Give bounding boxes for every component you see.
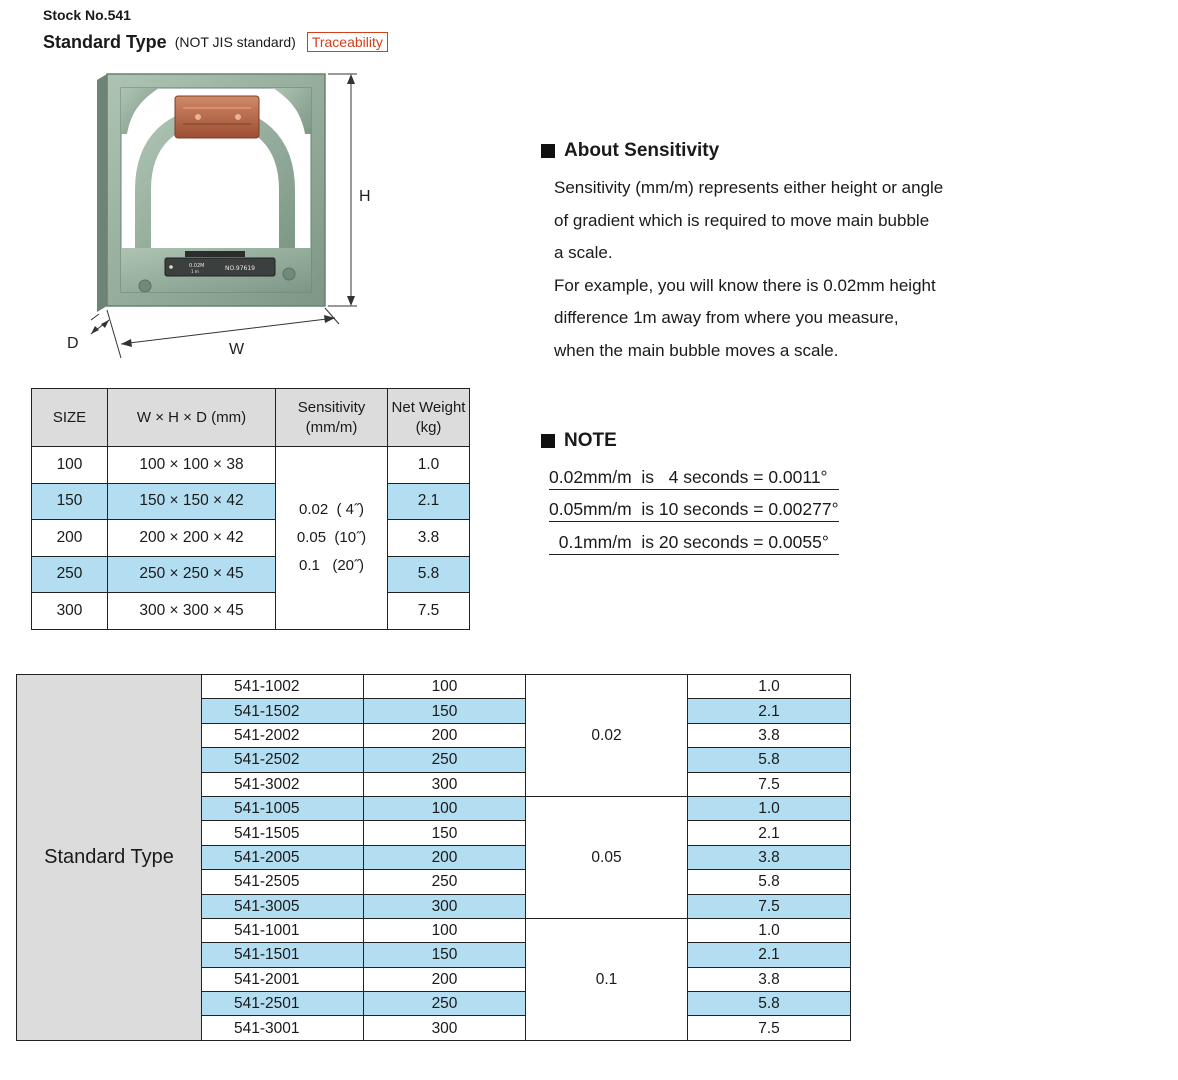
dims-cell: 300 × 300 × 45 bbox=[108, 593, 276, 630]
weight-cell: 5.8 bbox=[388, 556, 470, 593]
weight-cell: 2.1 bbox=[688, 821, 851, 845]
sensitivity-header-line2: (mm/m) bbox=[305, 418, 358, 436]
model-number-cell: 541-2001 bbox=[202, 967, 364, 991]
weight-cell: 1.0 bbox=[688, 796, 851, 820]
vial-text-1: 0.02M bbox=[189, 263, 205, 269]
weight-header-line2: (kg) bbox=[415, 418, 442, 436]
size-cell: 150 bbox=[364, 699, 526, 723]
sensitivity-cell: 0.1 bbox=[526, 918, 688, 1040]
standard-note: (NOT JIS standard) bbox=[174, 34, 296, 50]
title-row bbox=[43, 30, 388, 54]
size-cell: 300 bbox=[32, 593, 108, 630]
size-cell: 250 bbox=[364, 992, 526, 1016]
note-heading-text: NOTE bbox=[564, 430, 617, 451]
weight-cell: 3.8 bbox=[688, 845, 851, 869]
dims-header: W × H × D (mm) bbox=[108, 389, 276, 447]
model-number-cell: 541-3001 bbox=[202, 1016, 364, 1040]
traceability-badge: Traceability bbox=[307, 32, 388, 52]
size-header: SIZE bbox=[32, 389, 108, 447]
weight-cell: 7.5 bbox=[688, 1016, 851, 1040]
weight-header-line1: Net Weight bbox=[391, 398, 466, 416]
size-cell: 150 bbox=[364, 821, 526, 845]
note-line: 0.02mm/m is 4 seconds = 0.0011° bbox=[549, 465, 839, 490]
weight-cell: 3.8 bbox=[688, 723, 851, 747]
model-number-cell: 541-2002 bbox=[202, 723, 364, 747]
size-cell: 100 bbox=[32, 447, 108, 484]
about-sensitivity-text bbox=[554, 172, 994, 367]
table-row bbox=[32, 556, 470, 593]
table-row bbox=[32, 593, 470, 630]
size-cell: 100 bbox=[364, 918, 526, 942]
weight-cell: 1.0 bbox=[688, 918, 851, 942]
dims-cell: 150 × 150 × 42 bbox=[108, 483, 276, 520]
weight-cell: 2.1 bbox=[388, 483, 470, 520]
weight-cell: 5.8 bbox=[688, 870, 851, 894]
weight-cell: 3.8 bbox=[688, 967, 851, 991]
type-label-cell: Standard Type bbox=[17, 675, 202, 1041]
depth-label: D bbox=[67, 335, 79, 352]
sensitivity-header bbox=[276, 389, 388, 447]
about-line: a scale. bbox=[554, 243, 613, 262]
size-cell: 300 bbox=[364, 1016, 526, 1040]
sensitivity-cell bbox=[276, 447, 388, 630]
model-list-table bbox=[16, 674, 851, 1041]
weight-header bbox=[388, 389, 470, 447]
size-cell: 100 bbox=[364, 796, 526, 820]
weight-cell: 1.0 bbox=[688, 675, 851, 699]
sensitivity-header-line1: Sensitivity bbox=[297, 398, 366, 416]
weight-cell: 3.8 bbox=[388, 520, 470, 557]
model-number-cell: 541-3005 bbox=[202, 894, 364, 918]
square-bullet-icon bbox=[541, 434, 555, 448]
sensitivity-value: 0.05 (10˝) bbox=[296, 528, 367, 546]
square-bullet-icon bbox=[541, 144, 555, 158]
square-level-illustration bbox=[55, 68, 395, 368]
weight-cell: 1.0 bbox=[388, 447, 470, 484]
model-number-cell: 541-2005 bbox=[202, 845, 364, 869]
table-row bbox=[32, 520, 470, 557]
sensitivity-cell: 0.02 bbox=[526, 675, 688, 797]
weight-cell: 5.8 bbox=[688, 992, 851, 1016]
table-row bbox=[32, 447, 470, 484]
size-cell: 300 bbox=[364, 772, 526, 796]
model-number-cell: 541-2505 bbox=[202, 870, 364, 894]
table-row bbox=[32, 483, 470, 520]
about-sensitivity-heading bbox=[541, 140, 719, 162]
size-cell: 200 bbox=[32, 520, 108, 557]
note-heading bbox=[541, 430, 617, 452]
table-row bbox=[17, 675, 851, 699]
width-dimension-line bbox=[121, 318, 335, 344]
vial-serial: NO.97619 bbox=[225, 265, 255, 272]
note-line: 0.05mm/m is 10 seconds = 0.00277° bbox=[549, 497, 839, 522]
note-line: 0.1mm/m is 20 seconds = 0.0055° bbox=[549, 530, 839, 555]
model-number-cell: 541-1501 bbox=[202, 943, 364, 967]
size-cell: 150 bbox=[364, 943, 526, 967]
model-number-cell: 541-1005 bbox=[202, 796, 364, 820]
frame-side bbox=[97, 74, 107, 312]
weight-cell: 7.5 bbox=[688, 894, 851, 918]
model-number-cell: 541-1002 bbox=[202, 675, 364, 699]
size-cell: 250 bbox=[364, 870, 526, 894]
size-cell: 200 bbox=[364, 967, 526, 991]
size-cell: 150 bbox=[32, 483, 108, 520]
model-number-cell: 541-2501 bbox=[202, 992, 364, 1016]
size-cell: 200 bbox=[364, 845, 526, 869]
about-line: For example, you will know there is 0.02mm height bbox=[554, 275, 936, 295]
sensitivity-cell: 0.05 bbox=[526, 796, 688, 918]
height-label: H bbox=[359, 188, 371, 205]
about-line: difference 1m away from where you measure, bbox=[554, 308, 899, 327]
about-heading-text: About Sensitivity bbox=[564, 140, 720, 161]
dims-cell: 250 × 250 × 45 bbox=[108, 556, 276, 593]
width-label: W bbox=[229, 341, 245, 358]
dims-cell: 200 × 200 × 42 bbox=[108, 520, 276, 557]
size-cell: 300 bbox=[364, 894, 526, 918]
page-title: Standard Type bbox=[43, 31, 167, 52]
about-line: of gradient which is required to move main bubble bbox=[554, 210, 930, 230]
size-cell: 250 bbox=[32, 556, 108, 593]
size-cell: 250 bbox=[364, 748, 526, 772]
model-number-cell: 541-1502 bbox=[202, 699, 364, 723]
dims-cell: 100 × 100 × 38 bbox=[108, 447, 276, 484]
model-number-cell: 541-1505 bbox=[202, 821, 364, 845]
about-line: Sensitivity (mm/m) represents either height or angle bbox=[554, 178, 944, 197]
size-cell: 100 bbox=[364, 675, 526, 699]
weight-cell: 2.1 bbox=[688, 699, 851, 723]
sensitivity-value: 0.02 ( 4˝) bbox=[298, 500, 365, 518]
model-number-cell: 541-3002 bbox=[202, 772, 364, 796]
weight-cell: 7.5 bbox=[688, 772, 851, 796]
stock-number: Stock No.541 bbox=[43, 7, 131, 23]
main-vial bbox=[165, 258, 275, 276]
size-spec-table bbox=[31, 388, 470, 630]
size-cell: 200 bbox=[364, 723, 526, 747]
weight-cell: 2.1 bbox=[688, 943, 851, 967]
model-number-cell: 541-2502 bbox=[202, 748, 364, 772]
weight-cell: 5.8 bbox=[688, 748, 851, 772]
cross-vial bbox=[175, 96, 259, 138]
about-line: when the main bubble moves a scale. bbox=[554, 340, 839, 360]
weight-cell: 7.5 bbox=[388, 593, 470, 630]
model-number-cell: 541-1001 bbox=[202, 918, 364, 942]
sensitivity-value: 0.1 (20˝) bbox=[298, 556, 365, 574]
vial-text-2: 1 m bbox=[191, 269, 199, 274]
